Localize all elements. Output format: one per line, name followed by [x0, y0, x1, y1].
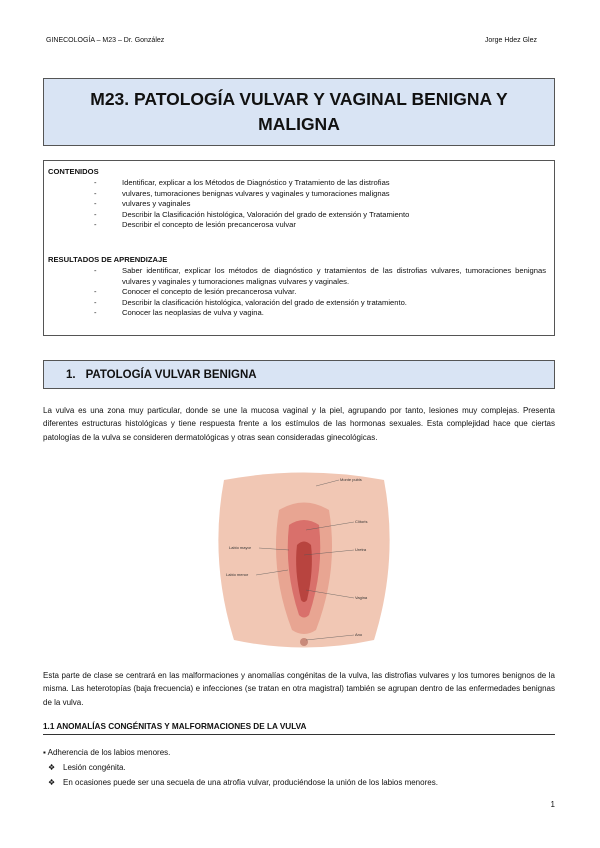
header-right: Jorge Hdez Glez: [484, 37, 537, 44]
list-item: ❖ Lesión congénita.: [43, 760, 555, 775]
list-item: - Conocer el concepto de lesión precancerosa vulvar.: [94, 287, 297, 297]
paragraph-intro: La vulva es una zona muy particular, donde se une la mucosa vaginal y la piel, agrupando por tanto, lesiones muy complejas. Presenta diferentes estructuras histológicas y tiene respuesta frente a los estímulos de las hormonas sexuales. Esta complejidad hace que ciertas patologías de la vulva se consideren dermatológicas y otras sean consideradas ginecológicas.: [43, 406, 555, 442]
label-labio-mayor: Labio mayor: [229, 545, 252, 550]
list-item: - vulvares, tumoraciones benignas vulvares y vaginales y tumoraciones malignas: [94, 188, 390, 198]
list-item: - Saber identificar, explicar los métodos de diagnóstico y tratamientos de las distrofias vulvares, tumoraciones benignas vulvares y vaginales y tumoraciones malignas vulvares y vaginales.: [94, 266, 546, 286]
list-item: - Identificar, explicar a los Métodos de Diagnóstico y Tratamiento de las distrofias: [94, 178, 390, 187]
section-number: 1.: [66, 368, 76, 381]
list-item: - vulvares y vaginales: [94, 199, 191, 209]
label-clitoris: Clítoris: [355, 519, 368, 524]
label-ano: Ano: [355, 632, 363, 637]
resultados-list: [94, 266, 546, 319]
subsection-heading: 1.1 ANOMALÍAS CONGÉNITAS Y MALFORMACIONES DE LA VULVA: [43, 722, 555, 735]
objectives-box: [43, 160, 555, 336]
section-title: PATOLOGÍA VULVAR BENIGNA: [85, 368, 257, 381]
title-box: [43, 78, 555, 146]
list-item: - Conocer las neoplasias de vulva y vagina.: [94, 308, 264, 318]
header-left: GINECOLOGÍA – M23 – Dr. González: [46, 37, 165, 44]
diamond-icon: ❖: [48, 763, 56, 772]
label-vagina: Vagina: [355, 595, 368, 600]
label-uretra: Uretra: [355, 547, 367, 552]
contenidos-list: [94, 178, 546, 231]
page-number: 1: [550, 800, 555, 809]
resultados-heading: RESULTADOS DE APRENDIZAJE: [48, 255, 168, 264]
page-title: M23. PATOLOGÍA VULVAR Y VAGINAL BENIGNA Y MALIGNA: [90, 89, 508, 134]
bullet-list: [43, 745, 555, 790]
vulva-anatomy-figure: [204, 470, 404, 650]
diamond-icon: ❖: [48, 778, 56, 787]
section-heading: [43, 360, 555, 389]
anus-shape: [300, 638, 308, 646]
list-item: ▪ Adherencia de los labios menores.: [43, 748, 171, 757]
label-monte: Monte pubis: [340, 477, 362, 482]
list-item: - Describir el concepto de lesión precancerosa vulvar: [94, 220, 296, 230]
paragraph-scope: Esta parte de clase se centrará en las malformaciones y anomalías congénitas de la vulva, las distrofias vulvares y los tumores benignos de la misma. Las heterotopías (baja frecuencia) e infecciones (se tratan en otra magistral) también se agrupan dentro de las enfermedades benignas de la vulva.: [43, 671, 555, 707]
label-labio-menor: Labio menor: [226, 572, 249, 577]
list-item: - Describir la Clasificación histológica, Valoración del grado de extensión y Tratamiento: [94, 209, 410, 219]
list-item: ❖ En ocasiones puede ser una secuela de una atrofia vulvar, produciéndose la unión de los labios menores.: [43, 775, 555, 790]
list-item: - Describir la clasificación histológica, valoración del grado de extensión y tratamiento.: [94, 297, 407, 307]
contenidos-heading: CONTENIDOS: [48, 167, 99, 176]
